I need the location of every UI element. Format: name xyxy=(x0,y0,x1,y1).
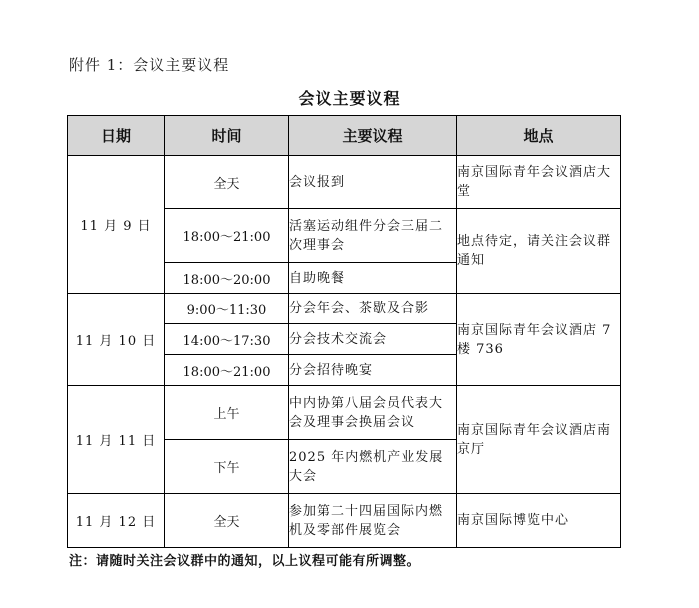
time-cell: 18:00～21:00 xyxy=(165,355,289,386)
date-cell: 11 月 10 日 xyxy=(68,294,165,386)
header-location: 地点 xyxy=(457,116,621,156)
agenda-cell: 2025 年内燃机产业发展大会 xyxy=(289,440,457,494)
footnote: 注：请随时关注会议群中的通知，以上议程可能有所调整。 xyxy=(69,554,421,569)
table-row xyxy=(68,294,621,324)
date-cell: 11 月 9 日 xyxy=(68,156,165,294)
agenda-cell: 自助晚餐 xyxy=(289,263,457,294)
table-header-row xyxy=(68,116,621,156)
agenda-table xyxy=(67,115,621,548)
time-cell: 9:00～11:30 xyxy=(165,294,289,324)
time-cell: 全天 xyxy=(165,156,289,209)
table-row xyxy=(68,386,621,440)
time-cell: 14:00～17:30 xyxy=(165,324,289,355)
location-cell: 地点待定，请关注会议群通知 xyxy=(457,209,621,294)
time-cell: 18:00～21:00 xyxy=(165,209,289,263)
agenda-cell: 会议报到 xyxy=(289,156,457,209)
location-cell: 南京国际青年会议酒店大堂 xyxy=(457,156,621,209)
location-cell: 南京国际博览中心 xyxy=(457,494,621,548)
date-cell: 11 月 11 日 xyxy=(68,386,165,494)
agenda-cell: 参加第二十四届国际内燃机及零部件展览会 xyxy=(289,494,457,548)
header-time: 时间 xyxy=(165,116,289,156)
attachment-label: 附件 1：会议主要议程 xyxy=(69,56,230,74)
time-cell: 下午 xyxy=(165,440,289,494)
date-cell: 11 月 12 日 xyxy=(68,494,165,548)
agenda-cell: 分会技术交流会 xyxy=(289,324,457,355)
agenda-cell: 分会招待晚宴 xyxy=(289,355,457,386)
location-cell: 南京国际青年会议酒店 7 楼 736 xyxy=(457,294,621,386)
time-cell: 全天 xyxy=(165,494,289,548)
location-cell: 南京国际青年会议酒店南京厅 xyxy=(457,386,621,494)
header-agenda: 主要议程 xyxy=(289,116,457,156)
agenda-cell: 分会年会、茶歇及合影 xyxy=(289,294,457,324)
agenda-cell: 活塞运动组件分会三届二次理事会 xyxy=(289,209,457,263)
agenda-title: 会议主要议程 xyxy=(298,89,401,108)
table-row xyxy=(68,494,621,548)
table-row xyxy=(68,156,621,209)
time-cell: 18:00～20:00 xyxy=(165,263,289,294)
time-cell: 上午 xyxy=(165,386,289,440)
header-date: 日期 xyxy=(68,116,165,156)
agenda-cell: 中内协第八届会员代表大会及理事会换届会议 xyxy=(289,386,457,440)
